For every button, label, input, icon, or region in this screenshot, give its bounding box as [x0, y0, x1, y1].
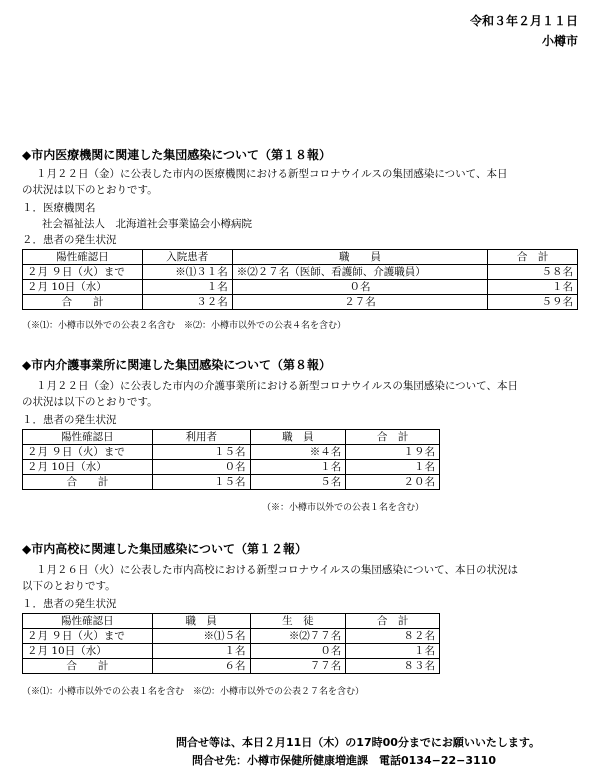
- section-3-title: ◆市内高校に関連した集団感染について（第１２報）: [22, 542, 307, 556]
- table-cell: １５名: [152, 445, 250, 460]
- table-cell: ２月 ９日（火）まで: [23, 265, 143, 280]
- table-cell: １名: [346, 644, 440, 659]
- table-cell: ５８名: [488, 265, 578, 280]
- section-1-item1-label: １．医療機関名: [22, 202, 96, 214]
- table-cell: １名: [152, 644, 250, 659]
- table-header-row: [23, 614, 440, 629]
- table-cell: ※⑴３１名: [142, 265, 232, 280]
- section-2-title: ◆市内介護事業所に関連した集団感染について（第８報）: [22, 358, 331, 372]
- table-cell: ０名: [152, 460, 250, 475]
- section-1-title: ◆市内医療機関に関連した集団感染について（第１８報）: [22, 148, 331, 162]
- section-3-footnote: （※⑴：小樽市以外での公表１名を含む ※⑵：小樽市以外での公表２７名を含む）: [22, 687, 365, 697]
- column-header: 陽性確認日: [23, 250, 143, 265]
- column-header: 利用者: [152, 430, 250, 445]
- table-total-row: [23, 659, 440, 674]
- table-total-row: [23, 295, 578, 310]
- table-cell: １名: [488, 280, 578, 295]
- table-row: [23, 629, 440, 644]
- section-1-intro-line2: の状況は以下のとおりです。: [22, 184, 158, 196]
- table-cell: ２７名: [232, 295, 488, 310]
- table-cell: ※⑵７７名: [250, 629, 346, 644]
- table-cell: １名: [250, 460, 346, 475]
- section-3-intro-line2: 以下のとおりです。: [22, 580, 116, 592]
- table-cell: ※⑵２７名（医師、看護師、介護職員）: [232, 265, 488, 280]
- column-header: 合 計: [346, 614, 440, 629]
- section-1-table: [22, 249, 578, 310]
- table-cell: ２月 10日（水）: [23, 280, 143, 295]
- column-header: 職 員: [232, 250, 488, 265]
- table-cell: 合 計: [23, 659, 153, 674]
- table-cell: 合 計: [23, 295, 143, 310]
- section-3-intro-line1: １月２６日（火）に公表した市内高校における新型コロナウイルスの集団感染について、本日の状況は: [36, 564, 518, 576]
- table-cell: ※４名: [250, 445, 346, 460]
- table-cell: ５９名: [488, 295, 578, 310]
- column-header: 職 員: [250, 430, 346, 445]
- table-cell: ６名: [152, 659, 250, 674]
- table-cell: ７７名: [250, 659, 346, 674]
- table-cell: ０名: [250, 644, 346, 659]
- section-3-item1-label: １．患者の発生状況: [22, 598, 117, 610]
- column-header: 陽性確認日: [23, 430, 153, 445]
- table-row: [23, 460, 440, 475]
- table-cell: ８２名: [346, 629, 440, 644]
- inquiry-contact: 問合せ先：小樽市保健所健康増進課 電話0134−22−3110: [192, 754, 496, 767]
- section-1-facility-name: 社会福祉法人 北海道社会事業協会小樽病院: [42, 218, 252, 230]
- table-cell: １５名: [152, 475, 250, 490]
- table-cell: ３２名: [142, 295, 232, 310]
- table-cell: ８３名: [346, 659, 440, 674]
- section-2-intro-line1: １月２２日（金）に公表した市内の介護事業所における新型コロナウイルスの集団感染について、本日: [36, 380, 518, 392]
- section-2-table: [22, 429, 440, 490]
- table-header-row: [23, 250, 578, 265]
- table-cell: ０名: [232, 280, 488, 295]
- table-cell: １名: [346, 460, 440, 475]
- column-header: 生 徒: [250, 614, 346, 629]
- table-row: [23, 445, 440, 460]
- table-total-row: [23, 475, 440, 490]
- section-2-footnote: （※：小樽市以外での公表１名を含む）: [262, 503, 425, 513]
- table-cell: 合 計: [23, 475, 153, 490]
- table-cell: ※⑴５名: [152, 629, 250, 644]
- table-cell: ２月 10日（水）: [23, 460, 153, 475]
- table-header-row: [23, 430, 440, 445]
- column-header: 陽性確認日: [23, 614, 153, 629]
- column-header: 入院患者: [142, 250, 232, 265]
- document-date: 令和３年２月１１日: [469, 14, 578, 28]
- table-row: [23, 265, 578, 280]
- table-row: [23, 644, 440, 659]
- table-cell: １９名: [346, 445, 440, 460]
- column-header: 職 員: [152, 614, 250, 629]
- table-cell: ５名: [250, 475, 346, 490]
- section-2-item1-label: １．患者の発生状況: [22, 414, 117, 426]
- table-cell: ２月 ９日（火）まで: [23, 629, 153, 644]
- inquiry-deadline: 問合せ等は、本日２月11日（木）の17時00分までにお願いいたします。: [176, 736, 541, 749]
- table-cell: １名: [142, 280, 232, 295]
- section-2-intro-line2: の状況は以下のとおりです。: [22, 396, 158, 408]
- column-header: 合 計: [488, 250, 578, 265]
- table-cell: ２月 10日（水）: [23, 644, 153, 659]
- table-cell: ２月 ９日（火）まで: [23, 445, 153, 460]
- section-1-footnote: （※⑴：小樽市以外での公表２名含む ※⑵：小樽市以外での公表４名を含む）: [22, 321, 347, 331]
- section-3-table: [22, 613, 440, 674]
- table-row: [23, 280, 578, 295]
- table-cell: ２０名: [346, 475, 440, 490]
- column-header: 合 計: [346, 430, 440, 445]
- issuer-name: 小樽市: [541, 34, 578, 48]
- section-1-intro-line1: １月２２日（金）に公表した市内の医療機関における新型コロナウイルスの集団感染について、本日: [36, 168, 508, 180]
- section-1-item2-label: ２．患者の発生状況: [22, 234, 117, 246]
